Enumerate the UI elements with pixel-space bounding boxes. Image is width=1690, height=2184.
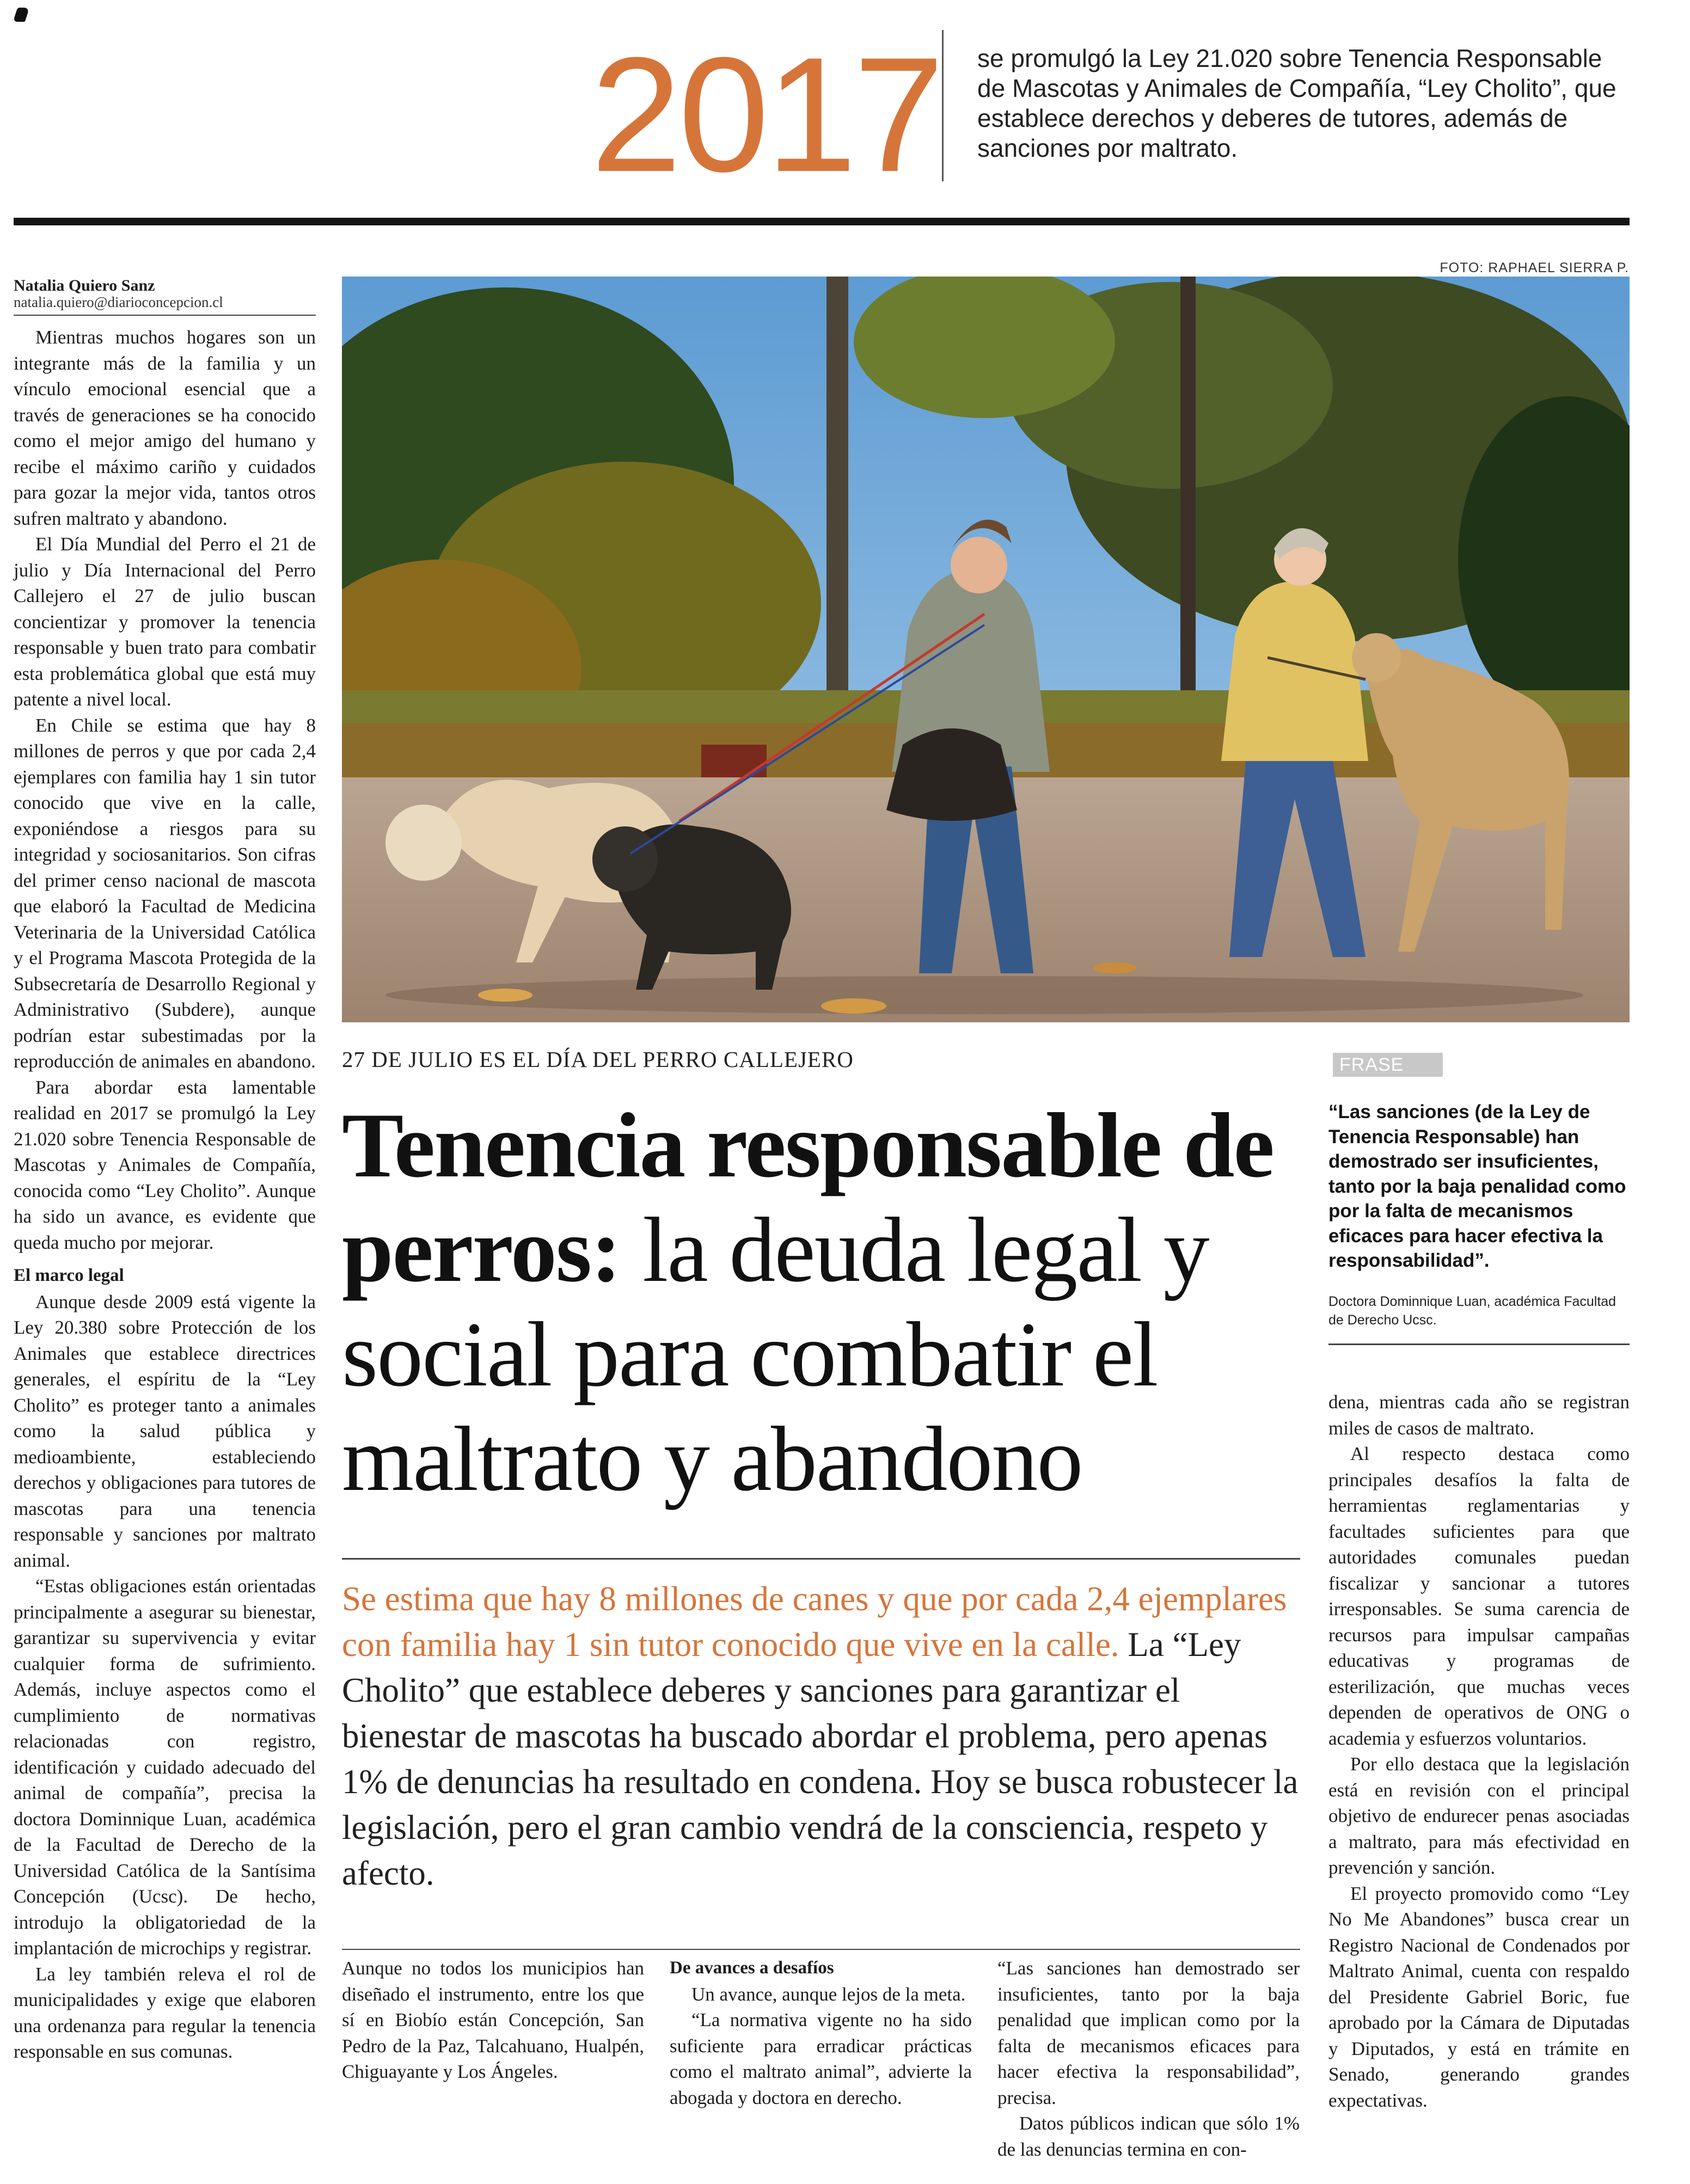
paragraph: Aunque no todos los municipios han diseñado el instrumento, entre los que sí en Biobío están Concepción, San Pedro de la Paz, Talcahuano, Hualpén, Chiguayante y Los Ángeles. [342, 1958, 644, 2082]
year-figure: 2017 [591, 23, 941, 206]
year-divider [942, 30, 944, 181]
lead-rest: La “Ley Cholito” que establece deberes y sanciones para garantizar el bienestar de mascotas ha buscado abordar el problema, pero apenas 1% de denuncias ha resultado en condena. Hoy se busca robustecer la legislación, pero el gran cambio vendrá de la consciencia, respeto y afecto. [342, 1625, 1299, 1892]
paragraph: Por ello destaca que la legislación está en revisión con el principal objetivo de endurecer penas asociadas a maltrato, para más efectividad en prevención y sanción. [1328, 1753, 1630, 1878]
paragraph: Al respecto destaca como principales desafíos la falta de herramientas reglamentarias y facultades suficientes para que autoridades comunales puedan fiscalizar y sancionar a tutores irresponsables. Se suma carencia de recursos para impulsar campañas educativas y programas de esterilización, que muchas veces dependen de operativos de ONG o academia y esfuerzos voluntarios. [1328, 1443, 1630, 1749]
pull-quote-attribution: Doctora Dominnique Luan, académica Facultad de Derecho Ucsc. [1328, 1294, 1616, 1328]
photo-illustration [342, 277, 1630, 1022]
paragraph: El Día Mundial del Perro el 21 de julio y Día Internacional del Perro Callejero el 27 de julio buscan concientizar y promover la tenencia responsable y buen trato para combatir esta problemática global que está muy patente a nivel local. [14, 533, 316, 710]
paragraph: Mientras muchos hogares son un integrante más de la familia y un vínculo emocional esencial que a través de generaciones se ha conocido como el mejor amigo del humano y recibe el máximo cariño y cuidados para gozar la mejor vida, tantos otros sufren maltrato y abandono. [14, 327, 316, 529]
article-column-left [14, 324, 316, 2065]
subheading: El marco legal [14, 1266, 124, 1285]
photo-credit: FOTO: RAPHAEL SIERRA P. [1440, 260, 1629, 275]
frase-label: FRASE [1333, 1053, 1443, 1077]
lead-highlight: Se estima que hay 8 millones de canes y que por cada 2,4 ejemplares con familia hay 1 sin tutor conocido que vive en la calle. [342, 1580, 1287, 1664]
byline-name: Natalia Quiero Sanz [14, 277, 155, 295]
paragraph: “Estas obligaciones están orientadas principalmente a asegurar su bienestar, garantizar su supervivencia y evitar cualquier forma de sufrimiento. Además, incluye aspectos como el cumplimiento de normativas relacionadas con registro, identificación y cuidado adecuado del animal de compañía”, precisa la doctora Dominnique Luan, académica de la Facultad de Derecho de la Universidad Católica de la Santísima Concepción (Ucsc). De hecho, introdujo la obligatoriedad de la implantación de microchips y registrar. [14, 1575, 316, 1959]
article-column-bottom-3 [997, 1955, 1300, 2162]
article-photo [342, 277, 1630, 1022]
paragraph: El proyecto promovido como “Ley No Me Abandones” busca crear un Registro Nacional de Condenados por Maltrato Animal, cuenta con respaldo del Presidente Gabriel Boric, fue aprobado por la Cámara de Diputadas y Diputados, y está en trámite en Senado, generando grandes expectativas. [1328, 1882, 1630, 2111]
article-column-right [1328, 1389, 1630, 2113]
article-lead [342, 1576, 1300, 1896]
paragraph: Aunque desde 2009 está vigente la Ley 20.380 sobre Protección de los Animales que establece directrices generales, el espíritu de la “Ley Cholito” es proteger tanto a animales como la salud pública y medioambiente, estableciendo derechos y obligaciones para tutores de mascotas para una tenencia responsable y sanciones por maltrato animal. [14, 1291, 316, 1571]
article-column-bottom-2 [670, 1955, 972, 2111]
paragraph: dena, mientras cada año se registran miles de casos de maltrato. [1328, 1391, 1630, 1439]
paragraph: En Chile se estima que hay 8 millones de perros y que por cada 2,4 ejemplares con familia hay 1 sin tutor conocido que vive en la calle, exponiéndose a riesgos para su integridad y sociosanitarios. Son cifras del primer censo nacional de mascota que elaboró la Facultad de Medicina Veterinaria de la Universidad Católica y el Programa Mascota Protegida de la Subsecretaría de Desarrollo Regional y Administrativo (Subdere), aunque podrían estar subestimadas por la reproducción de animales en abandono. [14, 714, 316, 1072]
year-text: se promulgó la Ley 21.020 sobre Tenencia Responsable de Mascotas y Animales de Compañía, “Ley Cholito”, que establece derechos y deberes de tutores, además de sanciones por maltrato. [977, 44, 1616, 162]
byline-email: natalia.quiero@diarioconcepcion.cl [14, 294, 223, 310]
pull-quote-rule [1328, 1343, 1630, 1345]
headline-rest: la deuda legal y social para combatir el maltrato y abandono [342, 1199, 1209, 1510]
pull-quote: “Las sanciones (de la Ley de Tenencia Responsable) han demostrado ser insuficientes, tanto por la baja penalidad como por la falta de mecanismos eficaces para hacer efectiva la responsabilidad”. [1328, 1101, 1626, 1271]
headline-bold: Tenencia responsable de perros: [342, 1094, 1273, 1301]
article-headline [342, 1093, 1317, 1511]
paragraph: La ley también releva el rol de municipalidades y exige que elaboren una ordenanza para regular la tenencia responsable en sus comunas. [14, 1963, 316, 2062]
top-rule [14, 218, 1630, 225]
paragraph: Para abordar esta lamentable realidad en 2017 se promulgó la Ley 21.020 sobre Tenencia Responsable de Mascotas y Animales de Compañía, conocida como “Ley Cholito”. Aunque ha sido un avance, es evidente que queda mucho por mejorar. [14, 1076, 316, 1253]
subheading: De avances a desafíos [670, 1958, 834, 1978]
byline-rule [14, 315, 316, 316]
headline-rule [342, 1558, 1300, 1560]
article-column-bottom-1 [342, 1955, 644, 2085]
paragraph: “Las sanciones han demostrado ser insuficientes, tanto por la baja penalidad que implican como por la falta de mecanismos eficaces para hacer efectiva la responsabilidad”, precisa. [997, 1958, 1300, 2108]
article-kicker: 27 DE JULIO ES EL DÍA DEL PERRO CALLEJERO [342, 1047, 854, 1072]
paragraph: Un avance, aunque lejos de la meta. [691, 1983, 966, 2005]
paragraph: “La normativa vigente no ha sido suficiente para erradicar prácticas como el maltrato animal”, advierte la abogada y doctora en derecho. [670, 2009, 972, 2108]
corner-mark [13, 8, 29, 22]
bottom-rule [342, 1949, 1300, 1950]
paragraph: Datos públicos indican que sólo 1% de las denuncias termina en con- [997, 2113, 1300, 2160]
